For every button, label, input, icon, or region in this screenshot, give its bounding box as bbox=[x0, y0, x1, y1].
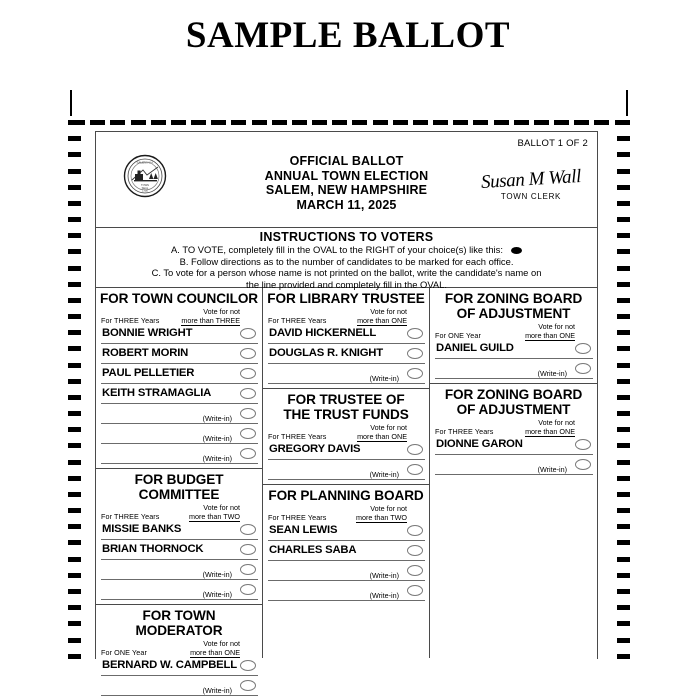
instruction-c: C. To vote for a person whose name is not printed on the ballot, write the candidate's name on bbox=[151, 267, 542, 278]
contest-choices bbox=[430, 341, 597, 383]
timing-mark bbox=[617, 492, 630, 497]
candidate-row[interactable] bbox=[101, 366, 258, 384]
contest-choices bbox=[96, 522, 262, 604]
official-ballot-line: OFFICIAL BALLOT bbox=[289, 154, 404, 168]
timing-mark bbox=[617, 508, 630, 513]
candidate-row[interactable] bbox=[268, 442, 425, 460]
candidate-row[interactable] bbox=[101, 522, 258, 540]
vote-oval[interactable] bbox=[407, 328, 423, 339]
timing-mark bbox=[473, 120, 488, 125]
election-name-line: ANNUAL TOWN ELECTION bbox=[264, 168, 429, 183]
timing-mark bbox=[494, 120, 509, 125]
timing-mark bbox=[617, 621, 630, 626]
vote-oval[interactable] bbox=[407, 368, 423, 379]
timing-mark bbox=[617, 282, 630, 287]
ballot-number-label: BALLOT 1 OF 2 bbox=[517, 138, 588, 149]
candidate-name: DANIEL GUILD bbox=[436, 342, 514, 354]
page-title: SAMPLE BALLOT bbox=[185, 15, 511, 56]
vote-oval[interactable] bbox=[240, 564, 256, 575]
timing-mark bbox=[68, 492, 81, 497]
contest-meta bbox=[96, 307, 262, 326]
contest-choices bbox=[430, 437, 597, 479]
vote-oval[interactable] bbox=[240, 388, 256, 399]
timing-mark bbox=[68, 136, 81, 141]
candidate-row[interactable] bbox=[435, 341, 593, 359]
timing-mark bbox=[68, 346, 81, 351]
timing-mark bbox=[68, 152, 81, 157]
contest-term: For THREE Years bbox=[435, 427, 494, 436]
ballot-columns bbox=[96, 288, 597, 695]
write-in-label: (Write-in) bbox=[369, 591, 399, 600]
vote-oval[interactable] bbox=[240, 544, 256, 555]
write-in-row[interactable] bbox=[101, 406, 258, 424]
contest-term: For THREE Years bbox=[268, 316, 327, 325]
contest-vote-for: Vote for not more than TWO bbox=[356, 504, 407, 522]
timing-mark bbox=[68, 314, 81, 319]
vote-oval[interactable] bbox=[575, 343, 591, 354]
candidate-row[interactable] bbox=[101, 386, 258, 404]
ballot-header bbox=[96, 132, 597, 228]
contest-title: FOR ZONING BOARD OF ADJUSTMENT bbox=[430, 384, 597, 418]
contest-vote-for: Vote for not more than ONE bbox=[357, 307, 407, 325]
timing-mark bbox=[68, 411, 81, 416]
contest-choices bbox=[96, 326, 262, 468]
instructions-block bbox=[96, 228, 597, 288]
timing-mark bbox=[191, 120, 206, 125]
timing-mark bbox=[272, 120, 287, 125]
vote-oval[interactable] bbox=[240, 328, 256, 339]
write-in-label: (Write-in) bbox=[202, 570, 232, 579]
candidate-row[interactable] bbox=[268, 326, 425, 344]
candidate-row[interactable] bbox=[101, 326, 258, 344]
contest bbox=[96, 605, 262, 700]
contest-title-line2: OF ADJUSTMENT bbox=[456, 402, 571, 417]
contest-choices bbox=[96, 658, 262, 700]
write-in-row[interactable] bbox=[101, 678, 258, 696]
vote-oval[interactable] bbox=[407, 565, 423, 576]
contest-title: FOR TOWN MODERATOR bbox=[135, 608, 223, 638]
timing-mark bbox=[68, 282, 81, 287]
filled-oval-example-icon bbox=[511, 247, 522, 254]
timing-marks-right bbox=[617, 120, 630, 659]
timing-mark bbox=[617, 298, 630, 303]
timing-mark bbox=[594, 120, 609, 125]
write-in-row[interactable] bbox=[268, 563, 425, 581]
contest-vote-for: Vote for not more than ONE bbox=[190, 639, 240, 657]
timing-mark bbox=[514, 120, 529, 125]
town-clerk-label: TOWN CLERK bbox=[500, 192, 562, 201]
contest-vote-for: Vote for not more than THREE bbox=[181, 307, 240, 325]
vote-oval[interactable] bbox=[575, 459, 591, 470]
contest-choices bbox=[263, 326, 429, 388]
write-in-row[interactable] bbox=[101, 582, 258, 600]
timing-mark bbox=[617, 346, 630, 351]
contest-vote-for: Vote for not more than TWO bbox=[189, 503, 240, 521]
svg-text:SEAL: SEAL bbox=[141, 186, 149, 190]
contest-term: For ONE Year bbox=[101, 648, 147, 657]
timing-mark bbox=[534, 120, 549, 125]
vote-oval[interactable] bbox=[407, 444, 423, 455]
vote-oval[interactable] bbox=[407, 545, 423, 556]
timing-mark bbox=[68, 476, 81, 481]
timing-mark bbox=[617, 476, 630, 481]
timing-mark bbox=[574, 120, 589, 125]
svg-text:SALEM N.H.: SALEM N.H. bbox=[136, 160, 154, 165]
ballot-column-3 bbox=[430, 288, 597, 658]
timing-mark bbox=[90, 120, 105, 125]
candidate-name: MISSIE BANKS bbox=[102, 523, 182, 535]
vote-oval[interactable] bbox=[575, 439, 591, 450]
timing-mark bbox=[68, 573, 81, 578]
candidate-name: GREGORY DAVIS bbox=[269, 443, 361, 455]
contest-term: For THREE Years bbox=[268, 513, 327, 522]
timing-mark bbox=[171, 120, 186, 125]
timing-mark bbox=[68, 589, 81, 594]
timing-mark bbox=[617, 201, 630, 206]
contest-title-line2: THE TRUST FUNDS bbox=[283, 407, 409, 422]
write-in-label: (Write-in) bbox=[537, 465, 567, 474]
timing-mark bbox=[68, 217, 81, 222]
timing-marks-left bbox=[68, 120, 81, 659]
vote-oval[interactable] bbox=[240, 348, 256, 359]
election-date-line: MARCH 11, 2025 bbox=[296, 197, 397, 212]
contest-term: For THREE Years bbox=[101, 512, 160, 521]
write-in-label: (Write-in) bbox=[369, 571, 399, 580]
write-in-label: (Write-in) bbox=[369, 374, 399, 383]
ballot-card bbox=[95, 131, 598, 695]
write-in-label: (Write-in) bbox=[537, 369, 567, 378]
vote-oval[interactable] bbox=[407, 525, 423, 536]
timing-mark bbox=[68, 201, 81, 206]
candidate-name: PAUL PELLETIER bbox=[102, 367, 195, 379]
candidate-row[interactable] bbox=[268, 543, 425, 561]
timing-mark bbox=[292, 120, 307, 125]
timing-mark bbox=[231, 120, 246, 125]
contest-meta bbox=[263, 423, 429, 442]
instruction-c-cont: the line provided and completely fill in the OVAL. bbox=[246, 278, 447, 290]
timing-mark bbox=[68, 233, 81, 238]
contest-term: For ONE Year bbox=[435, 331, 481, 340]
contest-vote-for: Vote for not more than ONE bbox=[525, 418, 575, 436]
ballot-frame bbox=[62, 90, 634, 695]
timing-mark bbox=[617, 314, 630, 319]
timing-mark bbox=[617, 169, 630, 174]
timing-mark bbox=[617, 605, 630, 610]
timing-mark bbox=[393, 120, 408, 125]
vote-oval[interactable] bbox=[240, 660, 256, 671]
town-clerk-signature-block bbox=[475, 165, 587, 201]
write-in-label: (Write-in) bbox=[202, 434, 232, 443]
timing-mark bbox=[617, 363, 630, 368]
contest-meta bbox=[96, 503, 262, 522]
contest-vote-for: Vote for not more than ONE bbox=[525, 322, 575, 340]
contest-choices bbox=[263, 442, 429, 484]
candidate-row[interactable] bbox=[268, 523, 425, 541]
timing-mark bbox=[617, 654, 630, 659]
contest bbox=[263, 288, 429, 389]
vote-oval[interactable] bbox=[575, 363, 591, 374]
contest-title: FOR ZONING BOARD OF ADJUSTMENT bbox=[430, 288, 597, 322]
timing-mark bbox=[151, 120, 166, 125]
candidate-name: CHARLES SABA bbox=[269, 544, 357, 556]
timing-mark bbox=[617, 185, 630, 190]
instruction-a bbox=[96, 244, 597, 256]
write-in-label: (Write-in) bbox=[202, 414, 232, 423]
contest-title: FOR BUDGET COMMITTEE bbox=[134, 472, 224, 502]
timing-marks-top bbox=[70, 120, 630, 125]
vote-oval[interactable] bbox=[240, 524, 256, 535]
svg-text:1750: 1750 bbox=[142, 189, 148, 193]
contest bbox=[263, 485, 429, 605]
vote-oval[interactable] bbox=[240, 368, 256, 379]
contest-title-line2: OF ADJUSTMENT bbox=[456, 306, 571, 321]
timing-mark bbox=[68, 605, 81, 610]
timing-mark bbox=[617, 443, 630, 448]
write-in-label: (Write-in) bbox=[202, 686, 232, 695]
timing-mark bbox=[413, 120, 428, 125]
timing-mark bbox=[453, 120, 468, 125]
timing-mark bbox=[617, 395, 630, 400]
timing-mark bbox=[617, 589, 630, 594]
timing-mark bbox=[617, 540, 630, 545]
timing-mark bbox=[617, 427, 630, 432]
vote-oval[interactable] bbox=[240, 448, 256, 459]
write-in-row[interactable] bbox=[435, 457, 593, 475]
candidate-row[interactable] bbox=[101, 346, 258, 364]
timing-mark bbox=[68, 557, 81, 562]
candidate-row[interactable] bbox=[435, 437, 593, 455]
ballot-column-1 bbox=[96, 288, 263, 695]
timing-mark bbox=[617, 411, 630, 416]
contest-term: For THREE Years bbox=[101, 316, 160, 325]
contest-meta bbox=[96, 639, 262, 658]
timing-mark bbox=[617, 557, 630, 562]
contest-meta bbox=[430, 322, 597, 341]
instructions-heading: INSTRUCTIONS TO VOTERS bbox=[259, 230, 434, 244]
vote-oval[interactable] bbox=[240, 584, 256, 595]
timing-mark bbox=[68, 363, 81, 368]
timing-mark bbox=[68, 524, 81, 529]
timing-mark bbox=[68, 249, 81, 254]
timing-mark bbox=[68, 427, 81, 432]
candidate-name: BRIAN THORNOCK bbox=[102, 543, 204, 555]
instruction-a-text: A. TO VOTE, completely fill in the OVAL to the RIGHT of your choice(s) like this: bbox=[171, 244, 503, 255]
timing-mark bbox=[68, 120, 81, 125]
timing-mark bbox=[68, 266, 81, 271]
timing-mark bbox=[68, 654, 81, 659]
contest-term: For THREE Years bbox=[268, 432, 327, 441]
ballot-column-2 bbox=[263, 288, 430, 658]
timing-mark bbox=[617, 379, 630, 384]
write-in-row[interactable] bbox=[101, 446, 258, 464]
timing-mark bbox=[617, 120, 630, 125]
timing-mark bbox=[68, 330, 81, 335]
timing-mark bbox=[68, 443, 81, 448]
contest-meta bbox=[430, 418, 597, 437]
contest bbox=[430, 288, 597, 384]
timing-mark bbox=[617, 573, 630, 578]
timing-mark bbox=[617, 266, 630, 271]
timing-mark bbox=[68, 298, 81, 303]
candidate-name: DOUGLAS R. KNIGHT bbox=[269, 347, 383, 359]
timing-mark bbox=[617, 330, 630, 335]
timing-mark bbox=[68, 540, 81, 545]
timing-mark bbox=[211, 120, 226, 125]
write-in-row[interactable] bbox=[268, 583, 425, 601]
write-in-label: (Write-in) bbox=[369, 470, 399, 479]
timing-mark bbox=[68, 621, 81, 626]
timing-mark bbox=[68, 185, 81, 190]
write-in-row[interactable] bbox=[435, 361, 593, 379]
candidate-name: SEAN LEWIS bbox=[269, 524, 338, 536]
timing-mark bbox=[617, 152, 630, 157]
timing-mark bbox=[68, 379, 81, 384]
timing-mark bbox=[617, 217, 630, 222]
vote-oval[interactable] bbox=[240, 680, 256, 691]
timing-mark bbox=[68, 169, 81, 174]
timing-mark bbox=[433, 120, 448, 125]
contest-choices bbox=[263, 523, 429, 605]
contest-vote-for: Vote for not more than ONE bbox=[357, 423, 407, 441]
timing-mark bbox=[352, 120, 367, 125]
contest-title: FOR TOWN COUNCILOR bbox=[99, 291, 259, 306]
timing-mark bbox=[617, 233, 630, 238]
write-in-row[interactable] bbox=[268, 366, 425, 384]
timing-mark bbox=[131, 120, 146, 125]
timing-mark bbox=[617, 524, 630, 529]
timing-mark bbox=[373, 120, 388, 125]
vote-oval[interactable] bbox=[407, 348, 423, 359]
timing-mark bbox=[617, 460, 630, 465]
timing-mark bbox=[617, 249, 630, 254]
timing-mark bbox=[617, 638, 630, 643]
svg-text:TOWN: TOWN bbox=[141, 184, 149, 187]
candidate-row[interactable] bbox=[268, 346, 425, 364]
contest-title: FOR PLANNING BOARD bbox=[268, 488, 424, 503]
vote-oval[interactable] bbox=[407, 464, 423, 475]
candidate-name: DAVID HICKERNELL bbox=[269, 327, 377, 339]
candidate-name: KEITH STRAMAGLIA bbox=[102, 387, 212, 399]
vote-oval[interactable] bbox=[240, 408, 256, 419]
candidate-row[interactable] bbox=[101, 658, 258, 676]
contest bbox=[430, 384, 597, 479]
jurisdiction-line: SALEM, NEW HAMPSHIRE bbox=[265, 183, 428, 197]
timing-mark bbox=[312, 120, 327, 125]
corner-tick-right bbox=[626, 90, 628, 116]
timing-mark bbox=[110, 120, 125, 125]
candidate-name: DIONNE GARON bbox=[436, 438, 523, 450]
contest-meta bbox=[263, 504, 429, 523]
timing-mark bbox=[332, 120, 347, 125]
timing-mark bbox=[68, 460, 81, 465]
contest bbox=[96, 288, 262, 469]
vote-oval[interactable] bbox=[407, 585, 423, 596]
corner-tick-left bbox=[70, 90, 72, 116]
contest bbox=[96, 469, 262, 605]
write-in-row[interactable] bbox=[101, 426, 258, 444]
timing-mark bbox=[68, 638, 81, 643]
write-in-row[interactable] bbox=[101, 562, 258, 580]
candidate-row[interactable] bbox=[101, 542, 258, 560]
timing-mark bbox=[617, 136, 630, 141]
signature-image: Susan M Wall bbox=[480, 165, 582, 194]
write-in-label: (Write-in) bbox=[202, 590, 232, 599]
vote-oval[interactable] bbox=[240, 428, 256, 439]
timing-mark bbox=[554, 120, 569, 125]
contest-title: FOR LIBRARY TRUSTEE bbox=[267, 291, 425, 306]
contest-meta bbox=[263, 307, 429, 326]
timing-mark bbox=[68, 395, 81, 400]
contest bbox=[263, 389, 429, 485]
write-in-row[interactable] bbox=[268, 462, 425, 480]
candidate-name: BERNARD W. CAMPBELL bbox=[102, 659, 237, 671]
instruction-b: B. Follow directions as to the number of candidates to be marked for each office. bbox=[179, 255, 514, 267]
candidate-name: BONNIE WRIGHT bbox=[102, 327, 193, 339]
contest-title: FOR TRUSTEE OF THE TRUST FUNDS bbox=[263, 389, 429, 423]
timing-mark bbox=[68, 508, 81, 513]
write-in-label: (Write-in) bbox=[202, 454, 232, 463]
timing-mark bbox=[252, 120, 267, 125]
candidate-name: ROBERT MORIN bbox=[102, 347, 189, 359]
